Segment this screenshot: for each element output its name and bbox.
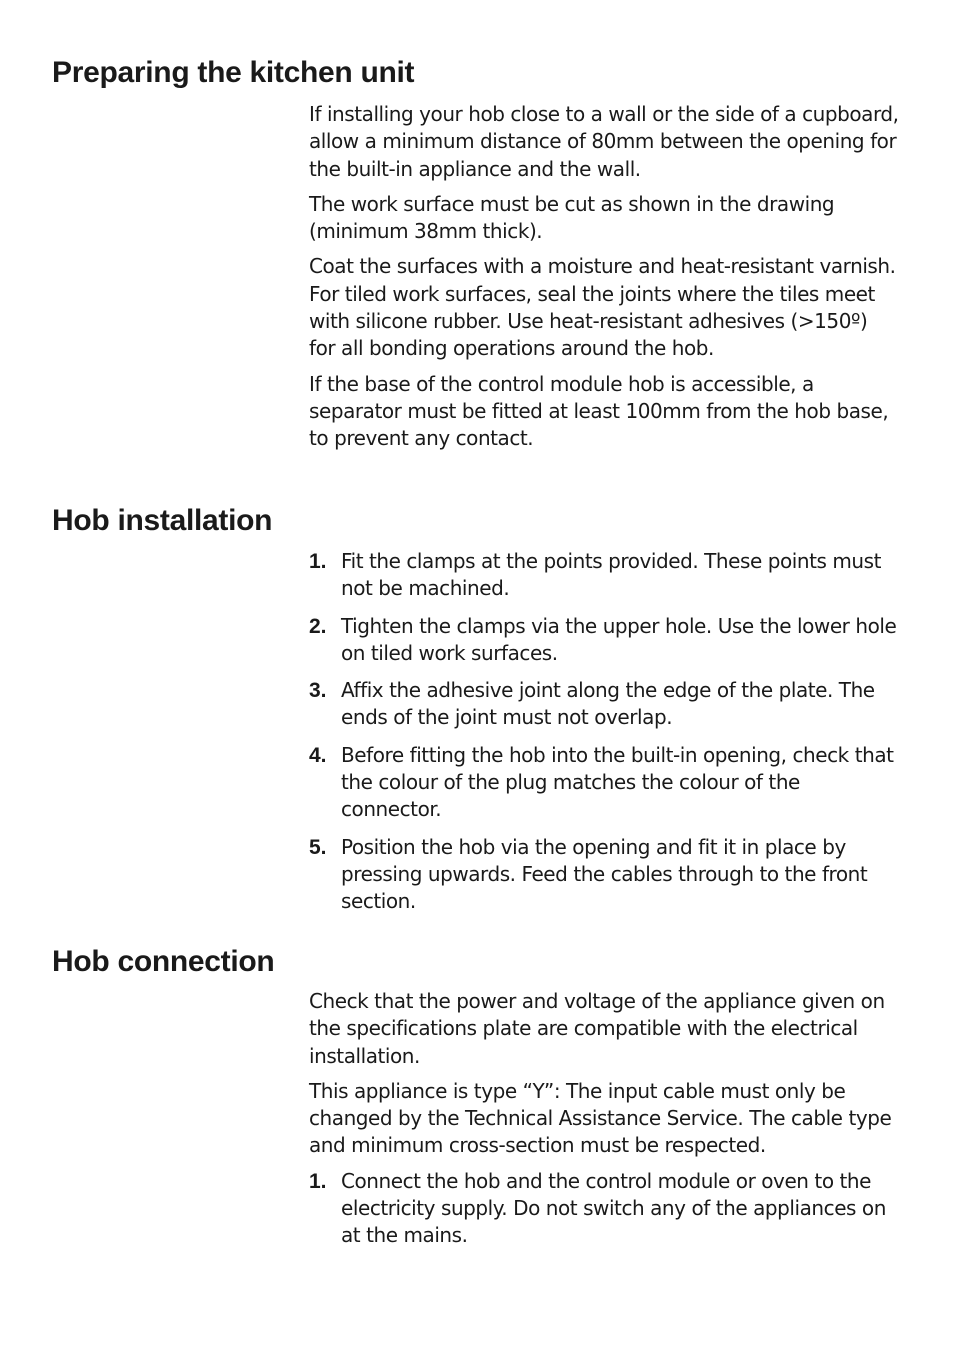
installation-steps-list [309, 548, 899, 916]
paragraph-type-y: This appliance is type “Y”: The input cable must only be changed by the Technical Assistance Service. The cable type and minimum cross-section must be respected. [309, 1078, 892, 1158]
step-text: Connect the hob and the control module or oven to the electricity supply. Do not switch any of the appliances on at the mains. [341, 1168, 886, 1248]
step-number: 4. [309, 743, 327, 767]
step-number: 1. [309, 550, 327, 573]
paragraph-separator: If the base of the control module hob is accessible, a separator must be fitted at least 100mm from the hob base, to prevent any contact. [309, 371, 889, 451]
step-number: 5. [309, 835, 327, 859]
paragraph-work-surface-cut: The work surface must be cut as shown in the drawing (minimum 38mm thick). [309, 191, 835, 244]
paragraph-coat-surfaces: Coat the surfaces with a moisture and heat-resistant varnish. For tiled work surfaces, seal the joints where the tiles meet with silicone rubber. Use heat-resistant adhesives (>150º) for all bonding operations around the hob. [309, 254, 896, 361]
list-item [309, 1168, 899, 1250]
list-item [309, 613, 899, 668]
section-title-connection: Hob connection [52, 945, 275, 978]
step-text: Before fitting the hob into the built-in opening, check that the colour of the plug matches the colour of the connector. [341, 742, 894, 822]
connection-steps-list [309, 1168, 899, 1250]
step-text: Affix the adhesive joint along the edge of the plate. The ends of the joint must not overlap. [341, 678, 875, 730]
step-text: Tighten the clamps via the upper hole. Use the lower hole on tiled work surfaces. [341, 613, 897, 665]
list-item [309, 834, 899, 916]
section-body-connection [309, 988, 899, 1260]
section-body-installation [309, 548, 899, 926]
step-number: 3. [309, 679, 327, 703]
list-item [309, 677, 899, 732]
paragraph-power-voltage: Check that the power and voltage of the appliance given on the specifications plate are compatible with the electrical installation. [309, 989, 885, 1068]
list-item [309, 742, 899, 824]
section-title-preparing: Preparing the kitchen unit [52, 56, 415, 89]
list-item [309, 548, 899, 603]
step-text: Position the hob via the opening and fit it in place by pressing upwards. Feed the cables through to the front section. [341, 834, 868, 914]
section-title-installation: Hob installation [52, 504, 273, 537]
step-number: 1. [309, 1169, 327, 1193]
section-body-preparing [309, 101, 899, 461]
paragraph-wall-distance: If installing your hob close to a wall or the side of a cupboard, allow a minimum distance of 80mm between the opening for the built-in appliance and the wall. [309, 102, 899, 181]
step-number: 2. [309, 614, 327, 638]
step-text: Fit the clamps at the points provided. These points must not be machined. [341, 549, 881, 601]
